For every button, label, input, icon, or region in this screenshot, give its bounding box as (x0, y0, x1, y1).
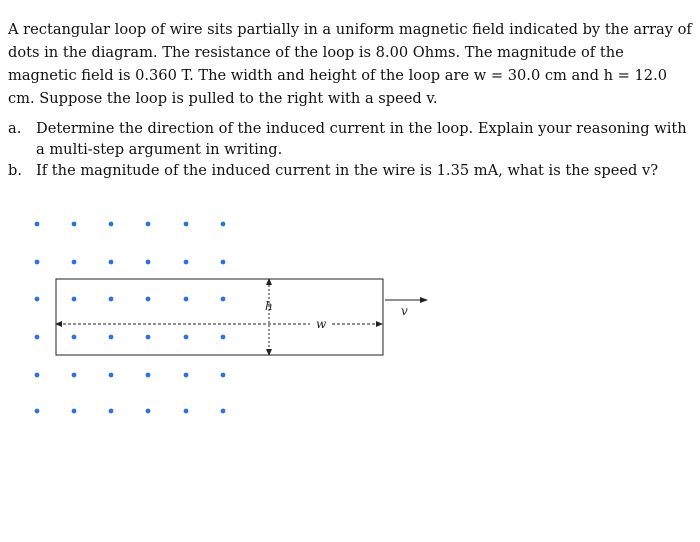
field-dot (35, 373, 40, 378)
problem-statement (8, 18, 692, 110)
wire-loop (56, 279, 383, 355)
part-a-text: Determine the direction of the induced current in the loop. Explain your reasoning with a multi-step argument in writing. (36, 120, 687, 158)
part-a-marker: a. (8, 120, 22, 137)
part-b-marker: b. (8, 162, 22, 179)
field-dot (72, 297, 77, 302)
field-dot (72, 335, 77, 340)
field-dot (146, 335, 151, 340)
field-dot (72, 222, 77, 227)
field-dot (35, 409, 40, 414)
question-parts-list (8, 118, 692, 181)
field-dot (35, 260, 40, 265)
field-dot (109, 373, 114, 378)
field-dot (109, 409, 114, 414)
field-dot (221, 297, 226, 302)
part-b-text: If the magnitude of the induced current in the wire is 1.35 mA, what is the speed v? (36, 162, 659, 179)
field-dot (221, 335, 226, 340)
field-dot (109, 335, 114, 340)
field-dot (146, 297, 151, 302)
field-dot (184, 222, 189, 227)
loop-field-diagram (0, 190, 700, 430)
magnetic-field-dots (35, 222, 226, 414)
field-dot (72, 409, 77, 414)
width-label: w (316, 317, 327, 331)
velocity-label: v (401, 304, 408, 318)
field-dot (72, 260, 77, 265)
problem-intro-text: A rectangular loop of wire sits partially in a uniform magnetic field indicated by the array of dots in the diagram. The resistance of the loop is 8.00 Ohms. The magnitude of the magnetic field is 0.360 T. The width and height of the loop are w = 30.0 cm and h = 12.0 cm. Suppose the loop is pulled to the right with a speed v. (8, 21, 692, 107)
field-dot (109, 297, 114, 302)
field-dot (109, 260, 114, 265)
question-part-a (8, 118, 692, 160)
field-dot (146, 373, 151, 378)
field-dot (221, 409, 226, 414)
field-dot (184, 260, 189, 265)
field-dot (35, 335, 40, 340)
field-dot (221, 373, 226, 378)
field-dot (146, 260, 151, 265)
question-part-b (8, 160, 692, 181)
field-dot (184, 335, 189, 340)
height-label: h (265, 299, 273, 313)
field-dot (146, 409, 151, 414)
field-dot (184, 409, 189, 414)
field-dot (146, 222, 151, 227)
field-dot (72, 373, 77, 378)
height-dimension (265, 278, 273, 356)
field-dot (221, 260, 226, 265)
field-dot (35, 222, 40, 227)
field-dot (35, 297, 40, 302)
velocity-arrow (385, 297, 428, 318)
width-dimension (55, 317, 383, 331)
field-dot (109, 222, 114, 227)
field-dot (184, 373, 189, 378)
field-dot (184, 297, 189, 302)
field-dot (221, 222, 226, 227)
